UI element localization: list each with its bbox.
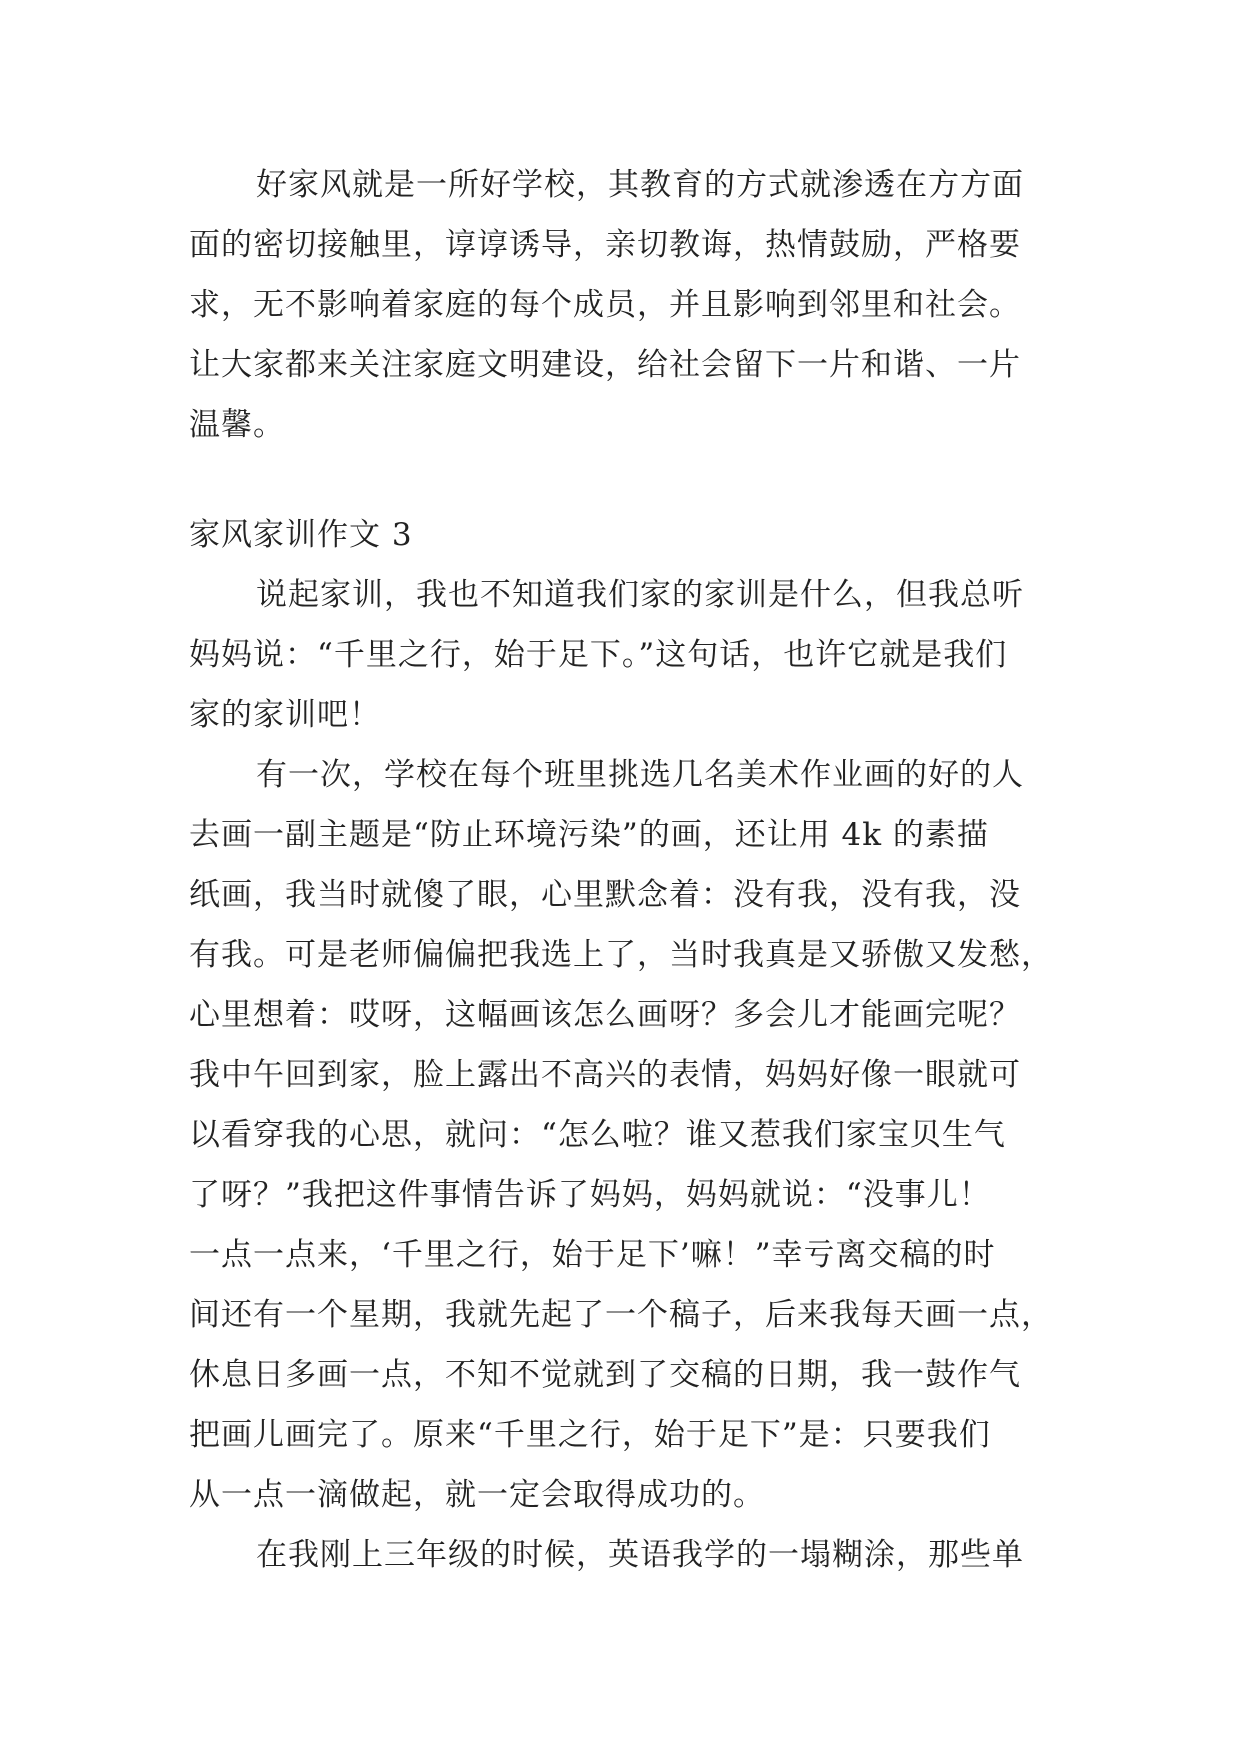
text-line: 让大家都来关注家庭文明建设，给社会留下一片和谐、一片 bbox=[189, 347, 1021, 383]
text-line: 面的密切接触里，谆谆诱导，亲切教诲，热情鼓励，严格要 bbox=[189, 227, 1021, 263]
text-line: 好家风就是一所好学校，其教育的方式就渗透在方方面 bbox=[256, 167, 1024, 203]
text-line: 从一点一滴做起，就一定会取得成功的。 bbox=[189, 1477, 765, 1513]
paragraph-family-tradition bbox=[189, 155, 1069, 455]
essay-section-3 bbox=[189, 505, 1069, 1585]
text-line: 了呀？”我把这件事情告诉了妈妈，妈妈就说：“没事儿！ bbox=[189, 1177, 991, 1213]
text-line: 以看穿我的心思，就问：“怎么啦？谁又惹我们家宝贝生气 bbox=[189, 1117, 1006, 1153]
text-line: 求，无不影响着家庭的每个成员，并且影响到邻里和社会。 bbox=[189, 287, 1021, 323]
paragraph-drawing-story bbox=[189, 745, 1069, 1525]
text-line: 温馨。 bbox=[189, 407, 285, 443]
text-line: 间还有一个星期，我就先起了一个稿子，后来我每天画一点， bbox=[189, 1297, 1053, 1333]
paragraph-intro bbox=[189, 565, 1069, 745]
text-line: 休息日多画一点，不知不觉就到了交稿的日期，我一鼓作气 bbox=[189, 1357, 1021, 1393]
text-line: 家的家训吧！ bbox=[189, 697, 381, 733]
text-line: 有一次，学校在每个班里挑选几名美术作业画的好的人 bbox=[256, 757, 1024, 793]
paragraph-english-story bbox=[189, 1525, 1069, 1585]
text-line: 有我。可是老师偏偏把我选上了，当时我真是又骄傲又发愁， bbox=[189, 937, 1053, 973]
text-line: 在我刚上三年级的时候，英语我学的一塌糊涂，那些单 bbox=[256, 1537, 1024, 1573]
section-title: 家风家训作文 3 bbox=[189, 517, 413, 553]
text-line: 我中午回到家，脸上露出不高兴的表情，妈妈好像一眼就可 bbox=[189, 1057, 1021, 1093]
text-line: 纸画，我当时就傻了眼，心里默念着：没有我，没有我，没 bbox=[189, 877, 1021, 913]
text-line: 把画儿画完了。原来“千里之行，始于足下”是：只要我们 bbox=[189, 1417, 991, 1453]
text-line: 一点一点来，‘千里之行，始于足下’嘛！”幸亏离交稿的时 bbox=[189, 1237, 996, 1273]
text-line: 去画一副主题是“防止环境污染”的画，还让用 4k 的素描 bbox=[189, 817, 989, 853]
text-line: 说起家训，我也不知道我们家的家训是什么，但我总听 bbox=[256, 577, 1024, 613]
text-line: 妈妈说：“千里之行，始于足下。”这句话，也许它就是我们 bbox=[189, 637, 1008, 673]
text-line: 心里想着：哎呀，这幅画该怎么画呀？多会儿才能画完呢？ bbox=[189, 997, 1021, 1033]
